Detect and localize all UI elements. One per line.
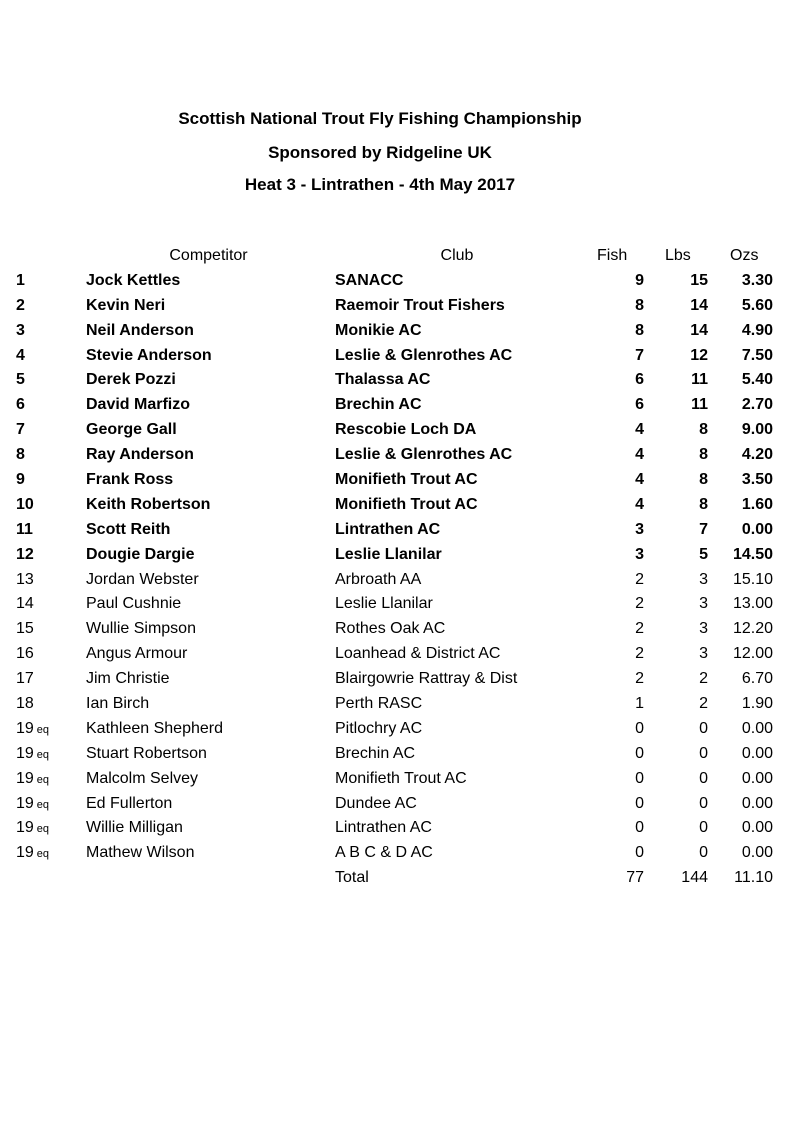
fish-count: 0	[635, 844, 644, 862]
competitor-name: Jim Christie	[86, 670, 170, 688]
competitor-name: Stevie Anderson	[86, 346, 212, 364]
ozs-value: 2.70	[741, 396, 773, 414]
club-name: Rothes Oak AC	[335, 620, 446, 638]
club-name: A B C & D AC	[335, 844, 433, 862]
table-row	[0, 792, 807, 817]
competitor-name: David Marfizo	[86, 396, 191, 414]
position-cell	[16, 294, 44, 319]
ozs-value: 0.00	[741, 520, 773, 538]
ozs-value: 5.40	[741, 371, 773, 389]
ozs-value: 3.30	[741, 271, 773, 289]
ozs-value: 3.50	[741, 471, 773, 489]
position-number: 14	[16, 595, 34, 613]
table-row	[0, 418, 807, 443]
total-fish: 77	[626, 869, 644, 887]
ozs-value: 7.50	[741, 346, 773, 364]
document-title: Scottish National Trout Fly Fishing Championship	[178, 109, 582, 128]
position-cell	[16, 518, 44, 543]
fish-count: 0	[635, 794, 644, 812]
lbs-value: 8	[699, 471, 708, 489]
competitor-name: Jordan Webster	[86, 570, 199, 588]
club-name: Leslie & Glenrothes AC	[335, 346, 513, 364]
club-name: Monifieth Trout AC	[335, 495, 478, 513]
table-header-row	[0, 244, 807, 269]
table-row	[0, 269, 807, 294]
position-cell	[16, 418, 44, 443]
club-name: Perth RASC	[335, 695, 423, 713]
table-row	[0, 393, 807, 418]
position-cell	[16, 667, 44, 692]
lbs-value: 3	[699, 570, 708, 588]
position-number: 15	[16, 620, 34, 638]
competitor-name: Angus Armour	[86, 645, 188, 663]
table-row	[0, 518, 807, 543]
header-competitor: Competitor	[169, 247, 248, 264]
total-lbs: 144	[681, 869, 708, 887]
total-ozs: 11.10	[734, 869, 773, 887]
club-name: Lintrathen AC	[335, 819, 432, 837]
lbs-value: 8	[699, 446, 708, 464]
table-row	[0, 742, 807, 767]
results-table	[0, 244, 807, 891]
position-cell	[16, 368, 44, 393]
table-row	[0, 319, 807, 344]
header-ozs: Ozs	[730, 247, 759, 264]
ozs-value: 13.00	[732, 595, 773, 613]
lbs-value: 0	[699, 769, 708, 787]
position-number: 18	[16, 695, 34, 713]
lbs-value: 11	[691, 371, 708, 389]
position-cell	[16, 443, 44, 468]
table-row	[0, 642, 807, 667]
header-club: Club	[440, 247, 474, 264]
position-cell	[16, 792, 50, 818]
ozs-value: 1.90	[741, 695, 773, 713]
competitor-name: Willie Milligan	[86, 819, 183, 837]
competitor-name: Ian Birch	[86, 695, 150, 713]
fish-count: 0	[635, 719, 644, 737]
position-number: 17	[16, 670, 34, 688]
table-row	[0, 717, 807, 742]
table-row	[0, 344, 807, 369]
lbs-value: 2	[699, 670, 708, 688]
position-cell	[16, 319, 44, 344]
table-row	[0, 617, 807, 642]
document-header	[0, 109, 760, 195]
lbs-value: 2	[699, 695, 708, 713]
position-cell	[16, 393, 44, 418]
position-number: 19	[16, 844, 34, 862]
ozs-value: 4.90	[741, 321, 773, 339]
position-cell	[16, 468, 44, 493]
header-fish: Fish	[597, 247, 628, 264]
table-row	[0, 667, 807, 692]
fish-count: 2	[635, 595, 644, 613]
competitor-name: Wullie Simpson	[86, 620, 196, 638]
table-row	[0, 841, 807, 866]
ozs-value: 1.60	[741, 495, 773, 513]
club-name: Lintrathen AC	[335, 520, 441, 538]
club-name: Rescobie Loch DA	[335, 421, 477, 439]
position-cell	[16, 841, 50, 867]
position-cell	[16, 816, 50, 842]
position-cell	[16, 344, 44, 369]
club-name: SANACC	[335, 271, 404, 289]
position-number: 19	[16, 819, 34, 837]
position-number: 16	[16, 645, 34, 663]
position-cell	[16, 269, 44, 294]
table-body	[0, 269, 807, 866]
equal-marker: eq	[36, 773, 50, 786]
club-name: Leslie & Glenrothes AC	[335, 446, 513, 464]
fish-count: 0	[635, 769, 644, 787]
position-cell	[16, 568, 44, 593]
position-number: 13	[16, 570, 34, 588]
club-name: Dundee AC	[335, 794, 417, 812]
competitor-name: Jock Kettles	[86, 271, 181, 289]
fish-count: 2	[635, 570, 644, 588]
lbs-value: 0	[699, 844, 708, 862]
competitor-name: Derek Pozzi	[86, 371, 176, 389]
table-row	[0, 816, 807, 841]
fish-count: 6	[635, 371, 644, 389]
position-number: 10	[16, 495, 34, 513]
ozs-value: 9.00	[741, 421, 773, 439]
table-row	[0, 767, 807, 792]
equal-marker: eq	[36, 823, 50, 836]
competitor-name: Paul Cushnie	[86, 595, 182, 613]
position-number: 6	[16, 396, 25, 414]
sponsor-line: Sponsored by Ridgeline UK	[268, 143, 492, 162]
ozs-value: 0.00	[741, 794, 773, 812]
lbs-value: 7	[699, 520, 708, 538]
club-name: Loanhead & District AC	[335, 645, 501, 663]
club-name: Raemoir Trout Fishers	[335, 296, 505, 314]
competitor-name: Ed Fullerton	[86, 794, 173, 812]
competitor-name: Frank Ross	[86, 471, 174, 489]
position-number: 4	[16, 346, 25, 364]
position-number: 2	[16, 296, 25, 314]
header-lbs: Lbs	[665, 247, 691, 264]
lbs-value: 5	[699, 545, 708, 563]
equal-marker: eq	[36, 748, 50, 761]
ozs-value: 5.60	[741, 296, 773, 314]
lbs-value: 11	[691, 396, 708, 414]
fish-count: 2	[635, 670, 644, 688]
ozs-value: 0.00	[741, 744, 773, 762]
total-row	[0, 866, 807, 891]
position-number: 19	[16, 744, 34, 762]
ozs-value: 0.00	[741, 819, 773, 837]
competitor-name: Malcolm Selvey	[86, 769, 199, 787]
table-row	[0, 443, 807, 468]
position-cell	[16, 592, 44, 617]
table-row	[0, 368, 807, 393]
club-name: Blairgowrie Rattray & Dist	[335, 670, 518, 688]
competitor-name: Keith Robertson	[86, 495, 211, 513]
competitor-name: Neil Anderson	[86, 321, 194, 339]
competitor-name: Kathleen Shepherd	[86, 719, 223, 737]
heat-line: Heat 3 - Lintrathen - 4th May 2017	[244, 175, 516, 194]
total-label: Total	[335, 869, 369, 887]
fish-count: 3	[635, 545, 644, 563]
club-name: Pitlochry AC	[335, 719, 423, 737]
ozs-value: 14.50	[732, 545, 773, 563]
competitor-name: Mathew Wilson	[86, 844, 195, 862]
club-name: Monikie AC	[335, 321, 422, 339]
competitor-name: Stuart Robertson	[86, 744, 207, 762]
competitor-name: Kevin Neri	[86, 296, 166, 314]
equal-marker: eq	[36, 848, 50, 861]
club-name: Brechin AC	[335, 396, 422, 414]
lbs-value: 0	[699, 719, 708, 737]
fish-count: 7	[635, 346, 644, 364]
fish-count: 4	[635, 421, 644, 439]
position-number: 1	[16, 271, 25, 289]
club-name: Leslie Llanilar	[335, 595, 433, 613]
lbs-value: 3	[699, 620, 708, 638]
position-number: 11	[16, 520, 33, 538]
ozs-value: 12.20	[732, 620, 773, 638]
lbs-value: 3	[699, 645, 708, 663]
fish-count: 4	[635, 446, 644, 464]
ozs-value: 0.00	[741, 844, 773, 862]
position-number: 9	[16, 471, 25, 489]
competitor-name: George Gall	[86, 421, 177, 439]
ozs-value: 4.20	[741, 446, 773, 464]
position-cell	[16, 767, 50, 793]
lbs-value: 15	[690, 271, 708, 289]
fish-count: 4	[635, 495, 644, 513]
lbs-value: 12	[690, 346, 708, 364]
fish-count: 3	[635, 520, 644, 538]
lbs-value: 14	[690, 321, 708, 339]
position-number: 7	[16, 421, 25, 439]
ozs-value: 0.00	[741, 719, 773, 737]
position-number: 19	[16, 719, 34, 737]
fish-count: 8	[635, 321, 644, 339]
lbs-value: 0	[699, 819, 708, 837]
club-name: Monifieth Trout AC	[335, 769, 467, 787]
ozs-value: 6.70	[741, 670, 773, 688]
table-row	[0, 543, 807, 568]
club-name: Leslie Llanilar	[335, 545, 442, 563]
fish-count: 0	[635, 744, 644, 762]
table-row	[0, 568, 807, 593]
position-number: 5	[16, 371, 25, 389]
position-cell	[16, 717, 50, 743]
position-number: 19	[16, 794, 34, 812]
table-row	[0, 692, 807, 717]
lbs-value: 0	[699, 794, 708, 812]
lbs-value: 8	[699, 421, 708, 439]
fish-count: 2	[635, 645, 644, 663]
fish-count: 0	[635, 819, 644, 837]
fish-count: 2	[635, 620, 644, 638]
lbs-value: 0	[699, 744, 708, 762]
fish-count: 9	[635, 271, 644, 289]
competitor-name: Ray Anderson	[86, 446, 194, 464]
club-name: Arbroath AA	[335, 570, 422, 588]
competitor-name: Scott Reith	[86, 520, 171, 538]
equal-marker: eq	[36, 798, 50, 811]
lbs-value: 3	[699, 595, 708, 613]
competitor-name: Dougie Dargie	[86, 545, 195, 563]
position-number: 3	[16, 321, 25, 339]
position-cell	[16, 642, 44, 667]
position-cell	[16, 617, 44, 642]
table-row	[0, 468, 807, 493]
fish-count: 6	[635, 396, 644, 414]
position-cell	[16, 742, 50, 768]
lbs-value: 8	[699, 495, 708, 513]
ozs-value: 12.00	[732, 645, 773, 663]
club-name: Thalassa AC	[335, 371, 431, 389]
position-cell	[16, 692, 44, 717]
table-row	[0, 592, 807, 617]
position-cell	[16, 493, 44, 518]
position-number: 8	[16, 446, 25, 464]
table-row	[0, 493, 807, 518]
fish-count: 8	[635, 296, 644, 314]
ozs-value: 15.10	[732, 570, 773, 588]
equal-marker: eq	[36, 723, 50, 736]
fish-count: 1	[635, 695, 644, 713]
position-number: 12	[16, 545, 34, 563]
position-cell	[16, 543, 44, 568]
ozs-value: 0.00	[741, 769, 773, 787]
club-name: Monifieth Trout AC	[335, 471, 478, 489]
fish-count: 4	[635, 471, 644, 489]
table-row	[0, 294, 807, 319]
club-name: Brechin AC	[335, 744, 416, 762]
lbs-value: 14	[690, 296, 708, 314]
position-number: 19	[16, 769, 34, 787]
